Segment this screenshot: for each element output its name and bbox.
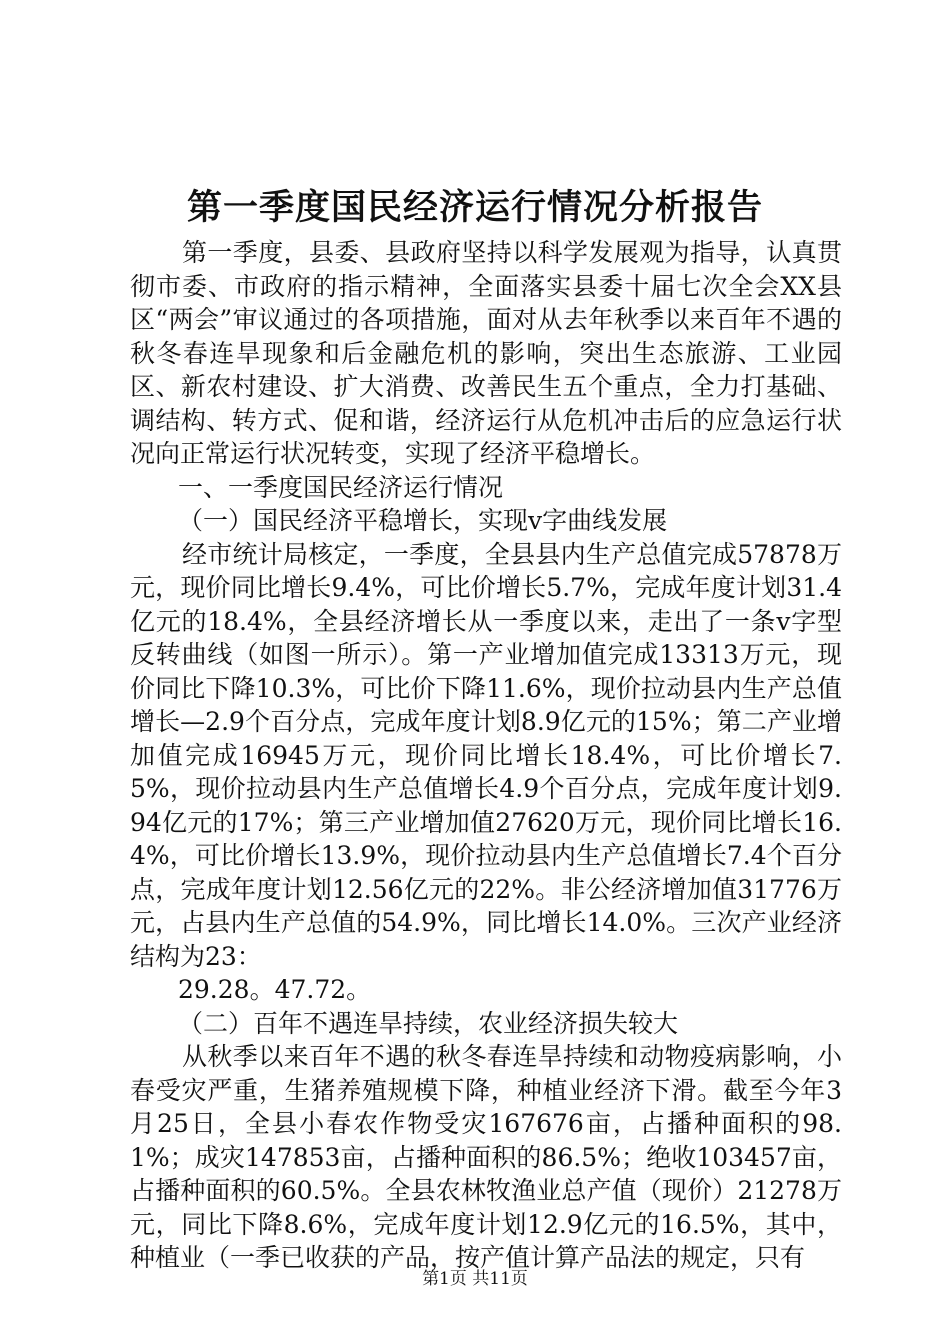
document-title: 第一季度国民经济运行情况分析报告 [186, 187, 763, 228]
section-heading-1: 一、一季度国民经济运行情况 [178, 472, 504, 502]
paragraph-agriculture: 从秋季以来百年不遇的秋冬春连旱持续和动物疫病影响，小春受灾严重，生猪养殖规模下降，种植业经济下滑。截至今年3月25日，全县小春农作物受灾167676亩，占播种面积的98.1%；成灾147853亩，占播种面积的86.5%；绝收103457亩，占播种面积的60.5%。全县农林牧渔业总产值（现价）21278万元，同比下降8.6%，完成年度计划12.9亿元的16.5%，其中，种植业（一季已收获的产品，按产值计算产品法的规定，只有 [130, 1042, 842, 1272]
subsection-heading-1: （一）国民经济平稳增长，实现v字曲线发展 [178, 506, 668, 535]
page-footer: 第1页 共11页 [422, 1269, 528, 1289]
paragraph-structure-ratio: 29.28。47.72。 [178, 975, 372, 1004]
document-body [130, 236, 842, 1275]
paragraph-intro: 第一季度，县委、县政府坚持以科学发展观为指导，认真贯彻市委、市政府的指示精神，全面落实县委十届七次全会XX县区“两会”审议通过的各项措施，面对从去年秋季以来百年不遇的秋冬春连旱现象和后金融危机的影响，突出生态旅游、工业园区、新农村建设、扩大消费、改善民生五个重点，全力打基础、调结构、转方式、促和谐，经济运行从危机冲击后的应急运行状况向正常运行状况转变，实现了经济平稳增长。 [130, 238, 842, 468]
subsection-heading-2: （二）百年不遇连旱持续，农业经济损失较大 [178, 1008, 679, 1038]
paragraph-gdp: 经市统计局核定，一季度，全县县内生产总值完成57878万元，现价同比增长9.4%，可比价增长5.7%，完成年度计划31.4亿元的18.4%，全县经济增长从一季度以来，走出了一条v字型反转曲线（如图一所示）。第一产业增加值完成13313万元，现价同比下降10.3%，可比价下降11.6%，现价拉动县内生产总值增长—2.9个百分点，完成年度计划8.9亿元的15%；第二产业增加值完成16945万元，现价同比增长18.4%，可比价增长7.5%，现价拉动县内生产总值增长4.9个百分点，完成年度计划9.94亿元的17%；第三产业增加值27620万元，现价同比增长16.4%，可比价增长13.9%，现价拉动县内生产总值增长7.4个百分点，完成年度计划12.56亿元的22%。非公经济增加值31776万元，占县内生产总值的54.9%，同比增长14.0%。三次产业经济结构为23： [130, 539, 842, 971]
